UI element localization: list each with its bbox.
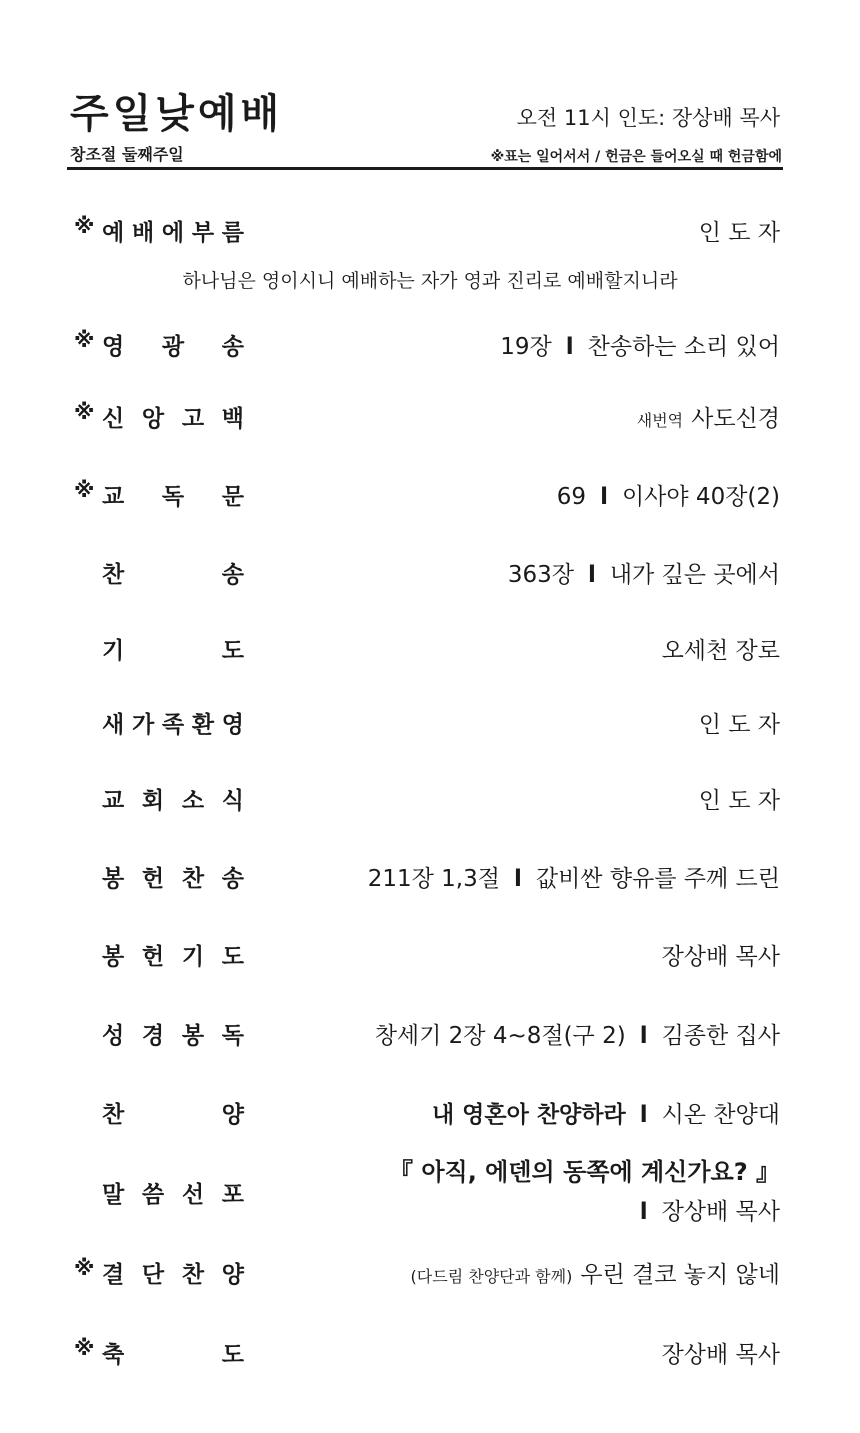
detail-text: 시온 찬양대 xyxy=(661,1102,780,1128)
detail-reference: 창세기 2장 4~8절(구 2) xyxy=(374,1023,626,1049)
standing-mark: ※ xyxy=(74,1256,95,1280)
standing-mark: ※ xyxy=(74,328,95,352)
detail-reference: 363장 xyxy=(507,562,574,588)
separator: l xyxy=(587,562,596,588)
detail-text: 장상배 목사 xyxy=(661,944,780,970)
order-item-label: 결 단 찬 양 xyxy=(102,1262,244,1288)
call-to-worship-verse: 하나님은 영이시니 예배하는 자가 영과 진리로 예배할지니라 xyxy=(182,270,678,292)
order-item-detail xyxy=(699,214,780,247)
order-item-detail xyxy=(432,1096,780,1129)
separator: l xyxy=(600,484,608,510)
separator: l xyxy=(639,1199,648,1225)
order-item-detail xyxy=(557,478,780,511)
standing-mark: ※ xyxy=(74,214,95,238)
detail-reference: 69 xyxy=(556,484,587,510)
separator: l xyxy=(565,334,574,360)
detail-text: 찬송하는 소리 있어 xyxy=(587,334,780,360)
order-item-label: 교 독 문 xyxy=(102,484,244,510)
order-item-label: 축 도 xyxy=(102,1342,244,1368)
order-item-label: 봉 헌 찬 송 xyxy=(102,866,244,892)
detail-text: 인 도 자 xyxy=(698,788,780,814)
detail-text: 오세천 장로 xyxy=(661,638,780,664)
order-item-label: 성 경 봉 독 xyxy=(102,1023,244,1049)
detail-reference: 211장 1,3절 xyxy=(367,866,500,892)
order-item-detail xyxy=(411,1256,780,1289)
page-subtitle: 창조절 둘째주일 xyxy=(70,145,184,164)
order-item-label: 신 앙 고 백 xyxy=(102,406,244,432)
detail-text: 이사야 40장(2) xyxy=(621,484,780,510)
standing-mark: ※ xyxy=(74,1336,95,1360)
standing-mark: ※ xyxy=(74,400,95,424)
sermon-title: 『 아직, 에덴의 동쪽에 계신가요? 』 xyxy=(388,1158,780,1186)
detail-text: 인 도 자 xyxy=(698,220,780,246)
order-item-label: 영 광 송 xyxy=(102,334,244,360)
order-item-detail xyxy=(662,632,780,665)
order-item-detail xyxy=(368,860,780,893)
order-item-label: 말 씀 선 포 xyxy=(102,1182,244,1208)
order-item-detail xyxy=(699,706,780,739)
preacher: 장상배 목사 xyxy=(661,1199,780,1225)
order-item-detail xyxy=(508,556,780,589)
order-item-label: 찬 송 xyxy=(102,562,244,588)
detail-text: 내가 깊은 곳에서 xyxy=(609,562,780,588)
order-item-detail xyxy=(662,1336,780,1369)
detail-prefix: (다드림 찬양단과 함께) xyxy=(410,1267,573,1286)
separator: l xyxy=(639,1023,648,1049)
detail-text: 사도신경 xyxy=(691,406,780,432)
order-item-detail xyxy=(662,938,780,971)
detail-reference: 19장 xyxy=(500,334,552,360)
order-item-label: 예 배 에 부 름 xyxy=(102,220,244,246)
detail-reference: 내 영혼아 찬양하라 xyxy=(431,1102,626,1128)
order-item-detail xyxy=(388,1158,780,1226)
detail-text: 값비싼 향유를 주께 드린 xyxy=(535,866,780,892)
separator: l xyxy=(513,866,522,892)
page-title: 주일낮예배 xyxy=(70,91,284,137)
order-item-label: 봉 헌 기 도 xyxy=(102,944,244,970)
header-rule xyxy=(67,167,783,170)
detail-text: 우린 결코 놓지 않네 xyxy=(580,1262,780,1288)
order-item-label: 교 회 소 식 xyxy=(102,788,244,814)
order-item-label: 새 가 족 환 영 xyxy=(102,712,244,738)
order-item-detail xyxy=(699,782,780,815)
order-item-detail xyxy=(500,328,780,361)
detail-text: 인 도 자 xyxy=(698,712,780,738)
standing-note: ※표는 일어서서 / 헌금은 들어오실 때 헌금함에 xyxy=(490,149,782,165)
order-item-label: 찬 양 xyxy=(102,1102,244,1128)
detail-text: 김종한 집사 xyxy=(661,1023,780,1049)
separator: l xyxy=(639,1102,648,1128)
detail-text: 장상배 목사 xyxy=(661,1342,780,1368)
detail-prefix: 새번역 xyxy=(636,411,684,430)
order-item-label: 기 도 xyxy=(102,638,244,664)
order-item-detail xyxy=(375,1017,780,1050)
standing-mark: ※ xyxy=(74,478,95,502)
order-item-detail xyxy=(637,400,780,433)
service-time-leader: 오전 11시 인도: 장상배 목사 xyxy=(516,106,780,130)
